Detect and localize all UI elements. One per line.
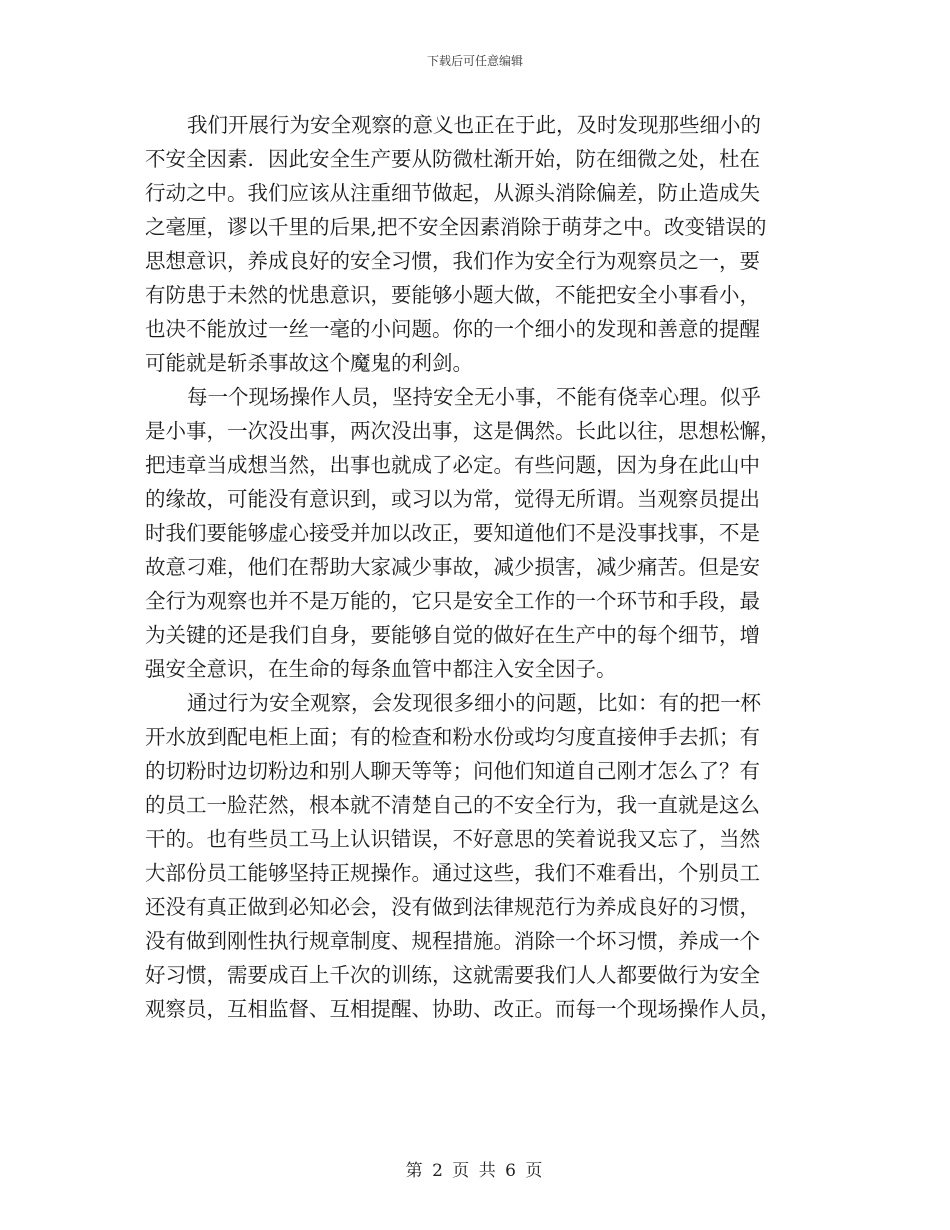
paragraph-1-line: 思想意识，养成良好的安全习惯，我们作为安全行为观察员之一，要: [145, 249, 760, 273]
paragraph-1-line: 不安全因素．因此安全生产要从防微杜渐开始，防在细微之处，杜在: [145, 147, 760, 171]
paragraph-1-line: 也决不能放过一丝一毫的小问题。你的一个细小的发现和善意的提醒: [145, 317, 760, 341]
paragraph-3-line: 好习惯，需要成百上千次的训练，这就需要我们人人都要做行为安全: [145, 963, 760, 987]
page-number-footer: 第 2 页 共 6 页: [405, 1161, 545, 1181]
paragraph-3-line: 没有做到刚性执行规章制度、规程措施。消除一个坏习惯，养成一个: [145, 929, 760, 953]
paragraph-2-line: 强安全意识，在生命的每条血管中都注入安全因子。: [145, 657, 617, 681]
paragraph-2-line: 全行为观察也并不是万能的，它只是安全工作的一个环节和手段，最: [145, 589, 760, 613]
paragraph-3-line: 观察员，互相监督、互相提醒、协助、改正。而每一个现场操作人员，: [145, 997, 781, 1021]
paragraph-2-line: 故意刁难，他们在帮助大家减少事故，减少损害，减少痛苦。但是安: [145, 555, 760, 579]
paragraph-3-line: 的员工一脸茫然，根本就不清楚自己的不安全行为，我一直就是这么: [145, 793, 760, 817]
paragraph-2-line: 把违章当成想当然，出事也就成了必定。有些问题，因为身在此山中: [145, 453, 760, 477]
paragraph-3-line: 干的。也有些员工马上认识错误，不好意思的笑着说我又忘了，当然: [145, 827, 760, 851]
paragraph-3-line: 的切粉时边切粉边和别人聊天等等；问他们知道自己刚才怎么了？有: [145, 759, 760, 783]
paragraph-2-line: 每一个现场操作人员，坚持安全无小事，不能有侥幸心理。似乎: [187, 385, 761, 409]
paragraph-2-line: 的缘故，可能没有意识到，或习以为常，觉得无所谓。当观察员提出: [145, 487, 760, 511]
document-body: [145, 108, 810, 1026]
paragraph-3-line: 通过行为安全观察，会发现很多细小的问题，比如：有的把一杯: [187, 691, 761, 715]
paragraph-2-line: 是小事，一次没出事，两次没出事，这是偶然。长此以往，思想松懈，: [145, 419, 781, 443]
paragraph-2-line: 为关键的还是我们自身，要能够自觉的做好在生产中的每个细节，增: [145, 623, 760, 647]
paragraph-3-line: 大部份员工能够坚持正规操作。通过这些，我们不难看出，个别员工: [145, 861, 760, 885]
paragraph-2-line: 时我们要能够虚心接受并加以改正，要知道他们不是没事找事，不是: [145, 521, 760, 545]
paragraph-3-line: 还没有真正做到必知必会，没有做到法律规范行为养成良好的习惯，: [145, 895, 760, 919]
paragraph-1-line: 可能就是斩杀事故这个魔鬼的利剑。: [145, 351, 473, 375]
paragraph-1-line: 有防患于未然的忧患意识，要能够小题大做，不能把安全小事看小，: [145, 283, 760, 307]
page-header: 下载后可任意编辑: [426, 54, 523, 68]
paragraph-1-line: 我们开展行为安全观察的意义也正在于此，及时发现那些细小的: [187, 113, 761, 137]
paragraph-3-line: 开水放到配电柜上面；有的检查和粉水份或均匀度直接伸手去抓；有: [145, 725, 760, 749]
paragraph-1-line: 之毫厘，谬以千里的后果,把不安全因素消除于萌芽之中。改变错误的: [145, 215, 767, 239]
paragraph-1-line: 行动之中。我们应该从注重细节做起，从源头消除偏差，防止造成失: [145, 181, 760, 205]
